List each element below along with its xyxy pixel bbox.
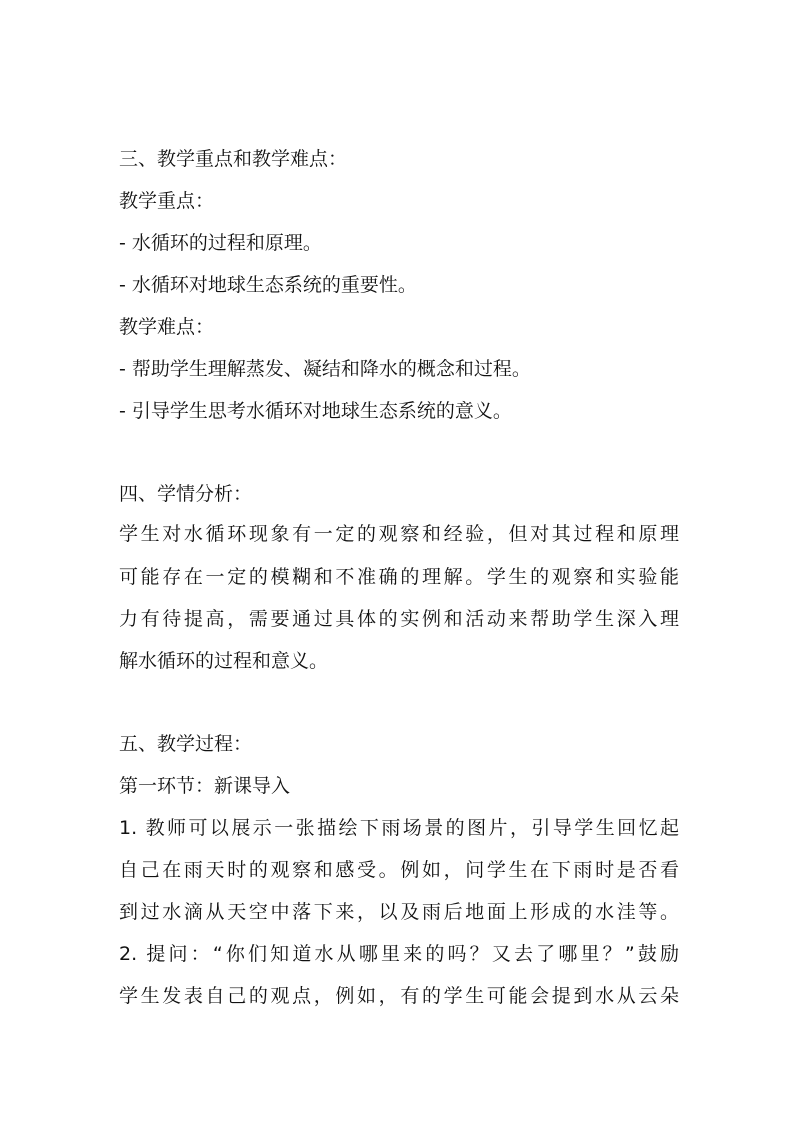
paragraph-line: 学生对水循环现象有一定的观察和经验，但对其过程和原理 (119, 523, 679, 545)
paragraph-line: 1. 教师可以展示一张描绘下雨场景的图片，引导学生回忆起 (119, 817, 679, 839)
key-points-label: 教学重点： (119, 190, 215, 212)
section-heading-3: 三、教学重点和教学难点： (119, 148, 348, 170)
section-heading-5: 五、教学过程： (119, 733, 253, 755)
difficulties-label: 教学难点： (119, 316, 215, 338)
paragraph-line: 解水循环的过程和意义。 (119, 650, 329, 672)
key-point-item: - 水循环的过程和原理。 (119, 232, 322, 254)
key-point-item: - 水循环对地球生态系统的重要性。 (119, 274, 417, 296)
paragraph-line: 到过水滴从天空中落下来，以及雨后地面上形成的水洼等。 (119, 901, 679, 923)
difficulty-item: - 引导学生思考水循环对地球生态系统的意义。 (119, 400, 512, 422)
difficulty-item: - 帮助学生理解蒸发、凝结和降水的概念和过程。 (119, 358, 531, 380)
section-heading-4: 四、学情分析： (119, 483, 253, 505)
paragraph-line: 2. 提问：“你们知道水从哪里来的吗？又去了哪里？”鼓励 (119, 943, 679, 965)
subsection-heading: 第一环节：新课导入 (119, 775, 291, 797)
paragraph-line: 学生发表自己的观点，例如，有的学生可能会提到水从云朵 (119, 985, 679, 1007)
paragraph-line: 自己在雨天时的观察和感受。例如，问学生在下雨时是否看 (119, 859, 679, 881)
paragraph-line: 可能存在一定的模糊和不准确的理解。学生的观察和实验能 (119, 566, 679, 588)
paragraph-line: 力有待提高，需要通过具体的实例和活动来帮助学生深入理 (119, 608, 679, 630)
